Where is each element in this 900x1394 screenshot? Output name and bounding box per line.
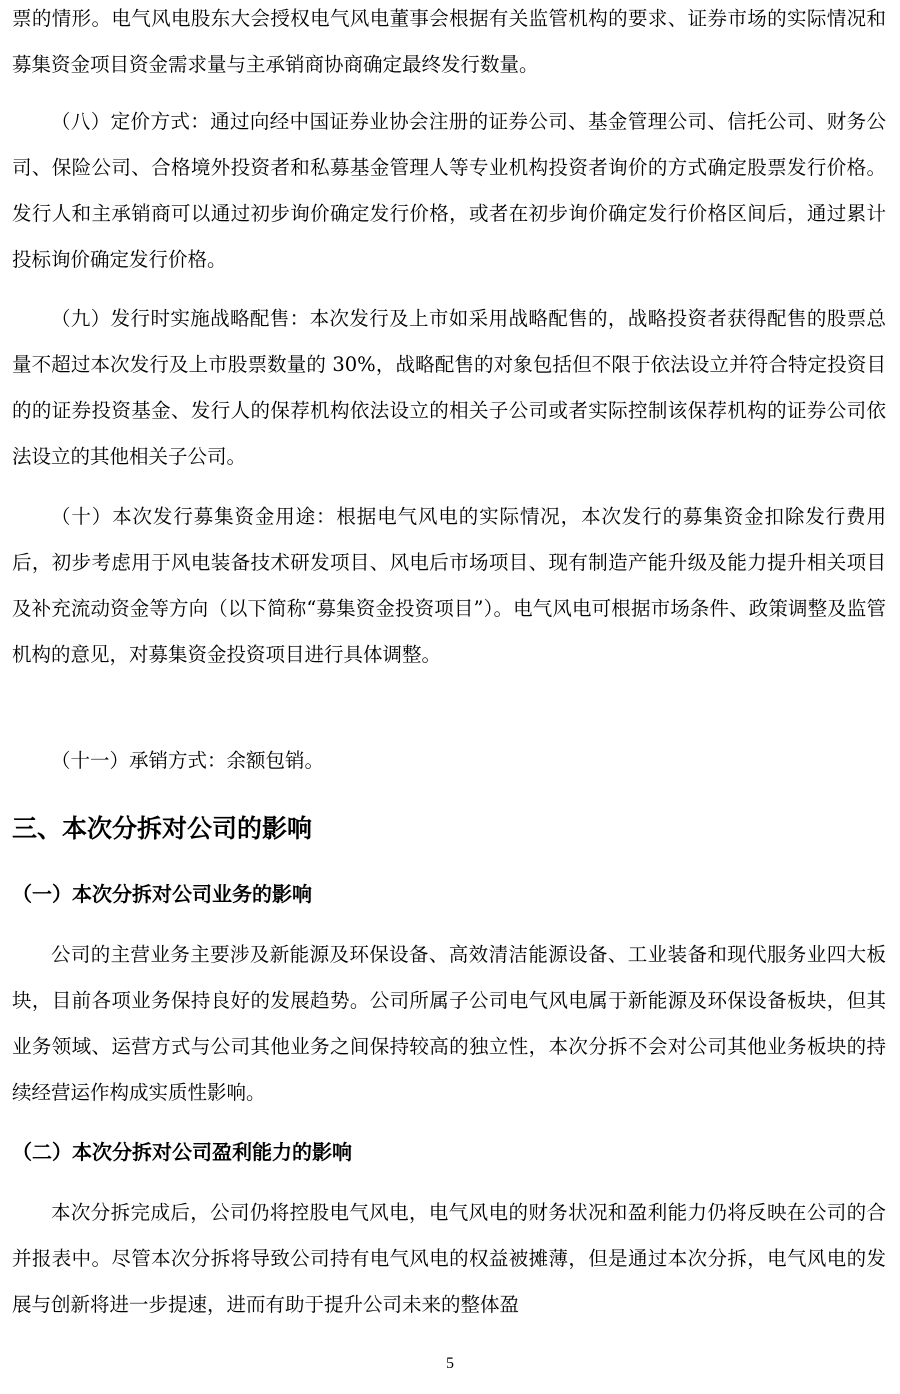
- subsection-heading-business: （一）本次分拆对公司业务的影响: [12, 882, 312, 906]
- page-number: 5: [446, 1355, 454, 1372]
- paragraph-strategic-placement: （九）发行时实施战略配售：本次发行及上市如采用战略配售的，战略投资者获得配售的股票总量不超过本次发行及上市股票数量的 30%，战略配售的对象包括但不限于依法设立并符合特定投资目的的证券投资基金、发行人的保荐机构依法设立的相关子公司或者实际控制该保荐机构的证券公司依法设立的其他相关子公司。: [12, 307, 886, 468]
- subsection-heading-profitability: （二）本次分拆对公司盈利能力的影响: [12, 1140, 352, 1164]
- paragraph-pricing-method: （八）定价方式：通过向经中国证券业协会注册的证券公司、基金管理公司、信托公司、财务公司、保险公司、合格境外投资者和私募基金管理人等专业机构投资者询价的方式确定股票发行价格。发行人和主承销商可以通过初步询价确定发行价格，或者在初步询价确定发行价格区间后，通过累计投标询价确定发行价格。: [12, 110, 886, 271]
- paragraph-issuance-quantity-end: 票的情形。电气风电股东大会授权电气风电董事会根据有关监管机构的要求、证券市场的实际情况和募集资金项目资金需求量与主承销商协商确定最终发行数量。: [12, 7, 886, 76]
- paragraph-profitability-impact: 本次分拆完成后，公司仍将控股电气风电，电气风电的财务状况和盈利能力仍将反映在公司的合并报表中。尽管本次分拆将导致公司持有电气风电的权益被摊薄，但是通过本次分拆，电气风电的发展与创新将进一步提速，进而有助于提升公司未来的整体盈: [12, 1201, 886, 1316]
- paragraph-business-impact: 公司的主营业务主要涉及新能源及环保设备、高效清洁能源设备、工业装备和现代服务业四大板块，目前各项业务保持良好的发展趋势。公司所属子公司电气风电属于新能源及环保设备板块，但其业务领域、运营方式与公司其他业务之间保持较高的独立性，本次分拆不会对公司其他业务板块的持续经营运作构成实质性影响。: [12, 943, 886, 1104]
- paragraph-use-of-proceeds: （十）本次发行募集资金用途：根据电气风电的实际情况，本次发行的募集资金扣除发行费用后，初步考虑用于风电装备技术研发项目、风电后市场项目、现有制造产能升级及能力提升相关项目及补充流动资金等方向（以下简称“募集资金投资项目”）。电气风电可根据市场条件、政策调整及监管机构的意见，对募集资金投资项目进行具体调整。: [12, 505, 886, 666]
- paragraph-underwriting-method: （十一）承销方式：余额包销。: [51, 749, 325, 772]
- section-heading: 三、本次分拆对公司的影响: [12, 814, 313, 843]
